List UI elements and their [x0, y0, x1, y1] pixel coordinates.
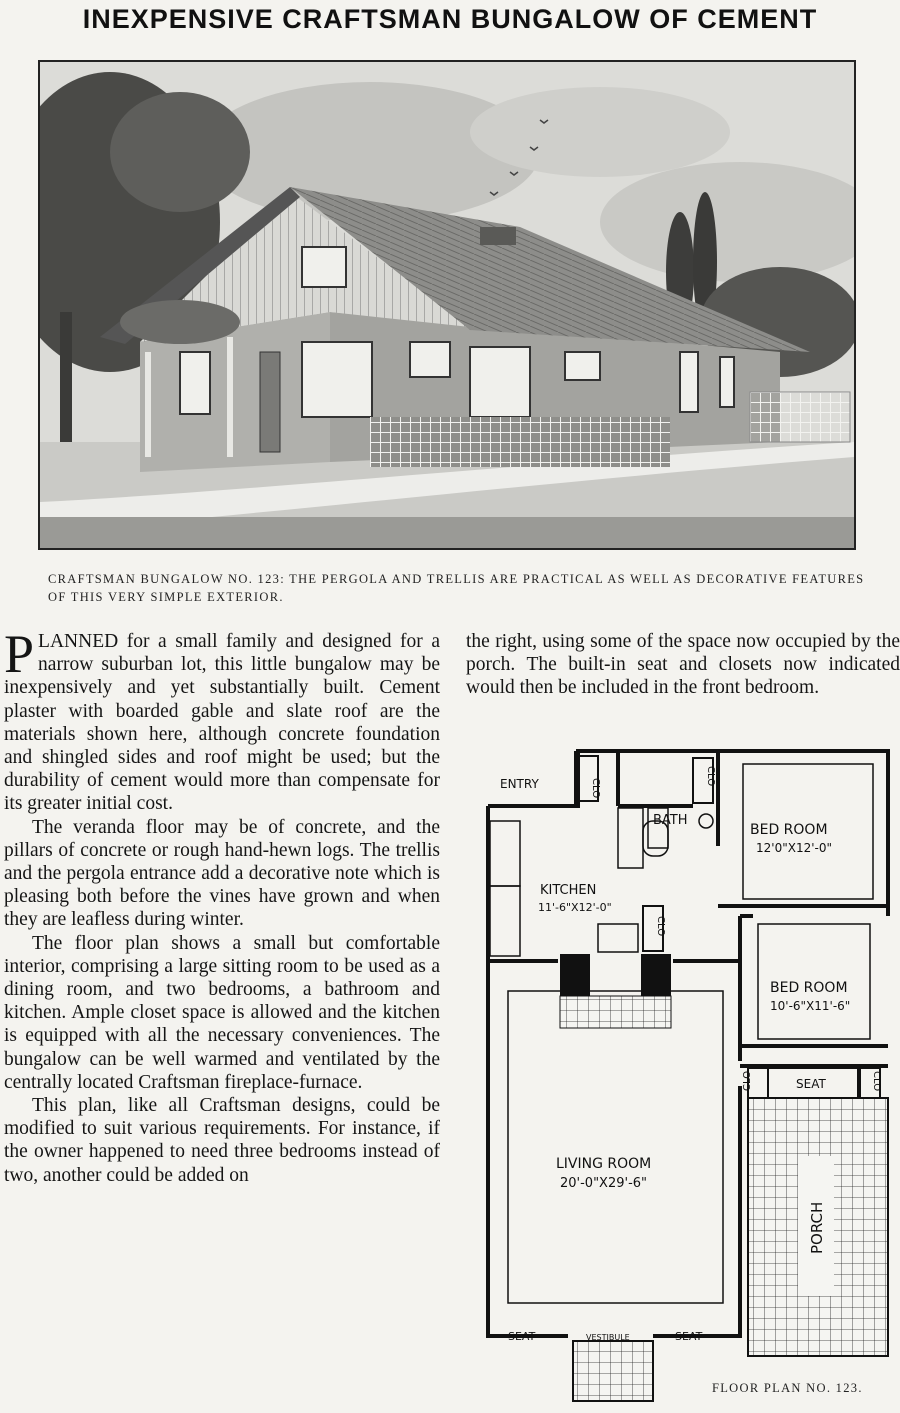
article-column-right	[466, 630, 900, 700]
label-closet: CLO	[655, 916, 666, 937]
label-seat: SEAT	[675, 1330, 703, 1343]
article-paragraph	[4, 624, 440, 816]
drop-cap: P	[4, 624, 35, 684]
label-bed-room-2-dims: 10'-6"X11'-6"	[770, 999, 851, 1013]
bungalow-illustration	[38, 60, 856, 550]
label-living-room: LIVING ROOM	[556, 1156, 652, 1172]
article-paragraph: The floor plan shows a small but comfortable interior, comprising a large sitting room to be used as a dining room, and two bedrooms, a bathroom and kitchen. Ample closet space is allowed and the kitchen is equipped with all the necessary conveniences. The bungalow can be well warmed and ventilated by the centrally located Craftsman fireplace-furnace.	[4, 932, 440, 1093]
label-seat: SEAT	[796, 1077, 826, 1091]
illustration-caption: CRAFTSMAN BUNGALOW NO. 123: THE PERGOLA AND TRELLIS ARE PRACTICAL AS WELL AS DECORATIVE FEATURES OF THIS VERY SIMPLE EXTERIOR.	[48, 572, 865, 604]
label-vestibule: VESTIBULE	[586, 1333, 630, 1342]
label-closet: CLO	[871, 1071, 882, 1092]
article-paragraph: This plan, like all Craftsman designs, could be modified to suit various requirements. For instance, if the owner happened to need three bedrooms instead of two, another could be added on	[4, 1095, 440, 1186]
label-closet: CLO	[705, 766, 716, 787]
label-bed-room-1: BED ROOM	[750, 822, 828, 838]
label-kitchen-dims: 11'-6"X12'-0"	[538, 901, 612, 914]
article-paragraph: the right, using some of the space now occupied by the porch. The built-in seat and closets now indicated would then be included in the front bedroom.	[466, 631, 900, 699]
label-closet: CLO	[742, 1070, 753, 1091]
paragraph-text: LANNED for a small family and designed for a narrow suburban lot, this little bungalow may be inexpensively and yet substantially built. Cement plaster with boarded gable and slate roof are the materials shown here, although concrete foundation and shingled sides and roof might be used; but the durability of cement would more than compensate for its greater initial cost.	[4, 631, 440, 815]
label-bath: BATH	[653, 813, 688, 828]
label-porch: PORCH	[808, 1201, 826, 1254]
floor-plan	[478, 746, 894, 1406]
article-column-left	[4, 624, 440, 1187]
label-seat: SEAT	[508, 1330, 536, 1343]
page-title: INEXPENSIVE CRAFTSMAN BUNGALOW OF CEMENT	[82, 4, 818, 34]
label-entry: ENTRY	[500, 777, 539, 791]
label-kitchen: KITCHEN	[540, 883, 597, 898]
label-living-room-dims: 20'-0"X29'-6"	[560, 1176, 648, 1191]
label-bed-room-1-dims: 12'0"X12'-0"	[756, 841, 832, 855]
label-bed-room-2: BED ROOM	[770, 980, 848, 996]
label-closet: CLO	[590, 778, 601, 799]
floor-plan-caption: FLOOR PLAN NO. 123.	[712, 1381, 863, 1395]
article-paragraph: The veranda floor may be of concrete, and the pillars of concrete or rough hand-hewn logs. The trellis and the pergola entrance add a decorative note which is pleasing both before the vines have grown and when they are leafless during winter.	[4, 816, 440, 931]
